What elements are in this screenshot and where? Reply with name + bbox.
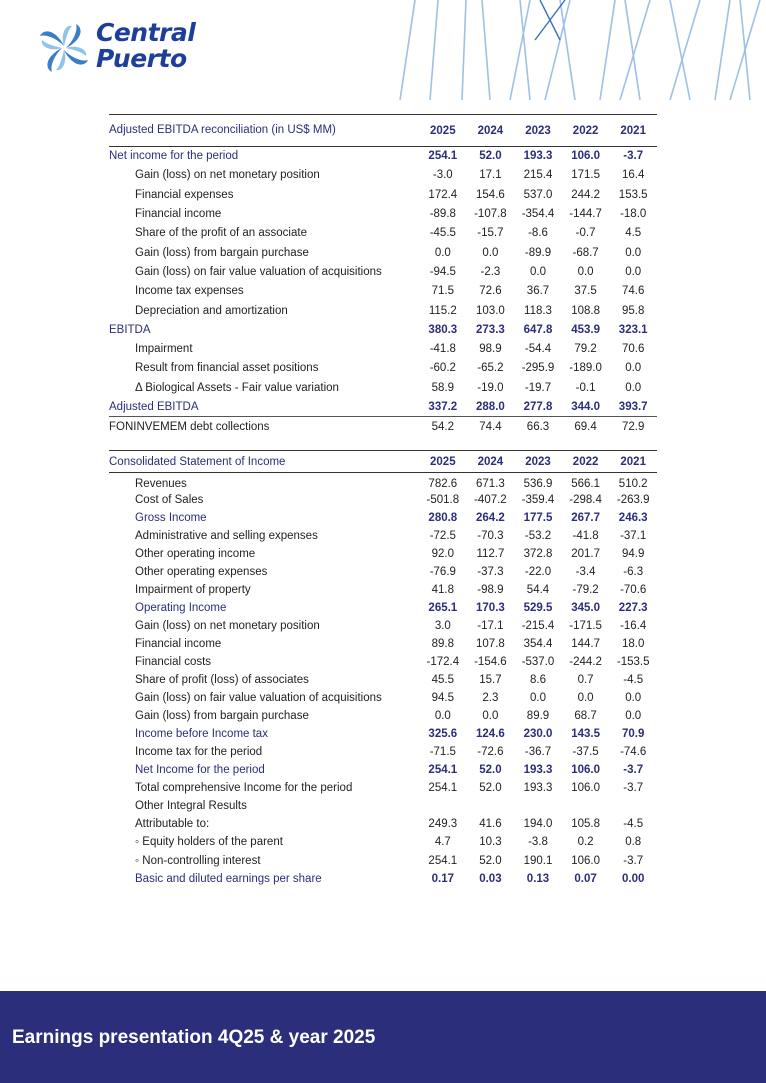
- row-value: 4.7: [434, 836, 451, 849]
- row-value: -4.5: [623, 818, 644, 831]
- row-label: Δ Biological Assets - Fair value variation: [135, 381, 339, 394]
- row-value: 453.9: [571, 323, 600, 336]
- row-value: 106.0: [571, 854, 600, 867]
- row-value: 70.6: [622, 343, 645, 356]
- row-value: 18.0: [622, 637, 645, 650]
- row-value: -41.8: [572, 529, 599, 542]
- row-label: Operating Income: [135, 601, 227, 614]
- row-value: 193.3: [523, 764, 553, 777]
- row-label: EBITDA: [109, 323, 151, 336]
- row-value: 0.13: [526, 872, 550, 885]
- row-value: -8.6: [528, 227, 548, 240]
- row-value: -70.6: [620, 583, 647, 596]
- row-value: [562, 797, 610, 815]
- row-value: -72.6: [477, 746, 504, 759]
- row-value: 143.5: [571, 728, 600, 741]
- row-value: 105.8: [571, 818, 600, 831]
- year-header: 2021: [609, 451, 657, 473]
- row-value: -244.2: [569, 655, 602, 668]
- ebitda-table-title: [109, 115, 419, 147]
- row-value: -354.4: [521, 208, 555, 221]
- row-value: 41.6: [479, 818, 502, 831]
- row-value: 2.3: [482, 692, 499, 705]
- row-value: 288.0: [476, 400, 505, 413]
- table-header-row: [109, 115, 657, 147]
- row-value: 194.0: [523, 818, 553, 831]
- row-label: Gain (loss) on fair value valuation of acquisitions: [135, 265, 382, 278]
- row-value: -501.8: [426, 493, 460, 506]
- row-label: Adjusted EBITDA: [109, 400, 199, 413]
- table-row: [109, 320, 657, 339]
- row-value: -89.8: [429, 208, 456, 221]
- row-label: Net income for the period: [109, 150, 239, 163]
- row-value: 254.1: [428, 854, 458, 867]
- row-value: 193.3: [523, 150, 553, 163]
- table-row: [109, 797, 657, 815]
- row-value: 264.2: [476, 511, 505, 524]
- table-row: [109, 851, 657, 869]
- table-row: [109, 725, 657, 743]
- row-value: -65.2: [477, 362, 504, 375]
- row-label: Financial income: [135, 637, 222, 650]
- row-value: -71.5: [429, 746, 456, 759]
- row-value: 0.0: [530, 692, 546, 705]
- row-label: Gain (loss) on net monetary position: [135, 619, 320, 632]
- table-row: [109, 545, 657, 563]
- row-value: 227.3: [618, 601, 648, 614]
- row-value: 325.6: [428, 728, 458, 741]
- row-value: 345.0: [571, 601, 600, 614]
- row-value: -3.0: [432, 169, 453, 182]
- table-row: [109, 815, 657, 833]
- row-value: 54.4: [526, 583, 550, 596]
- row-value: 273.3: [476, 323, 505, 336]
- row-value: 177.5: [523, 511, 553, 524]
- row-value: -19.0: [477, 381, 504, 394]
- row-value: 3.0: [434, 619, 451, 632]
- row-value: -4.5: [623, 674, 644, 687]
- row-value: 72.6: [479, 285, 502, 298]
- row-value: 0.0: [625, 246, 642, 259]
- row-value: 52.0: [479, 764, 502, 777]
- row-label: Income tax expenses: [135, 285, 244, 298]
- pinwheel-logo-icon: [36, 20, 92, 76]
- row-value: 0.0: [434, 710, 451, 723]
- row-value: -89.9: [524, 246, 552, 259]
- row-value: -3.4: [575, 565, 596, 578]
- row-value: [514, 797, 562, 815]
- row-value: 106.0: [571, 782, 600, 795]
- row-value: 193.3: [523, 782, 553, 795]
- row-label: Total comprehensive Income for the period: [135, 782, 353, 795]
- row-value: 106.0: [571, 764, 600, 777]
- row-value: -94.5: [429, 265, 456, 278]
- row-value: -407.2: [474, 493, 507, 506]
- row-value: 0.0: [625, 710, 642, 723]
- table-row: [109, 378, 657, 397]
- row-label: Financial expenses: [135, 188, 234, 201]
- row-value: 671.3: [476, 477, 505, 490]
- row-label: Gain (loss) on net monetary position: [135, 169, 320, 182]
- row-value: 71.5: [431, 285, 454, 298]
- logo-line-1: Central: [96, 18, 196, 47]
- row-value: 0.0: [434, 246, 451, 259]
- row-value: -263.9: [616, 493, 650, 506]
- row-value: -37.5: [572, 746, 599, 759]
- row-label: Result from financial asset positions: [135, 362, 319, 375]
- row-value: [419, 797, 467, 815]
- table-row: [109, 563, 657, 581]
- row-value: -295.9: [521, 362, 555, 375]
- row-value: 0.03: [479, 872, 502, 885]
- row-value: 215.4: [523, 169, 553, 182]
- row-value: 52.0: [479, 782, 502, 795]
- row-value: -36.7: [524, 746, 552, 759]
- row-value: 380.3: [428, 323, 458, 336]
- row-value: -3.7: [623, 854, 644, 867]
- row-value: 15.7: [479, 674, 502, 687]
- row-value: 0.0: [625, 381, 642, 394]
- row-value: 201.7: [571, 547, 600, 560]
- table-row: [109, 491, 657, 509]
- row-value: 106.0: [571, 150, 600, 163]
- table-row: [109, 243, 657, 262]
- row-label: ◦ Non-controlling interest: [135, 854, 261, 867]
- row-value: 89.8: [431, 637, 454, 650]
- table-row: [109, 262, 657, 281]
- row-value: 89.9: [526, 710, 550, 723]
- row-label: Impairment of property: [135, 583, 251, 596]
- row-value: 52.0: [479, 150, 502, 163]
- row-value: 108.8: [571, 304, 600, 317]
- row-value: 280.8: [428, 511, 458, 524]
- row-value: 267.7: [571, 511, 600, 524]
- row-value: 0.2: [577, 836, 594, 849]
- year-header: 2024: [467, 115, 515, 147]
- row-label: Income tax for the period: [135, 746, 263, 759]
- logo-wordmark: [96, 20, 195, 72]
- row-value: 782.6: [428, 477, 458, 490]
- table-row: [109, 282, 657, 301]
- row-value: -17.1: [477, 619, 504, 632]
- row-value: 337.2: [428, 400, 458, 413]
- row-value: -171.5: [569, 619, 602, 632]
- year-header: 2024: [467, 451, 515, 473]
- row-value: 17.1: [479, 169, 502, 182]
- row-value: 124.6: [476, 728, 505, 741]
- row-label: Other operating income: [135, 547, 256, 560]
- row-value: -16.4: [620, 619, 647, 632]
- row-value: 265.1: [428, 601, 458, 614]
- row-value: 230.0: [523, 728, 553, 741]
- row-value: -60.2: [429, 362, 456, 375]
- row-value: 74.6: [622, 285, 645, 298]
- row-value: 0.0: [482, 710, 499, 723]
- row-value: 0.0: [625, 265, 642, 278]
- table-row: [109, 653, 657, 671]
- table-row: [109, 301, 657, 320]
- row-value: 354.4: [523, 637, 553, 650]
- row-value: 16.4: [622, 169, 645, 182]
- row-value: 112.7: [476, 547, 505, 560]
- row-value: -41.8: [429, 343, 456, 356]
- year-header: 2022: [562, 115, 610, 147]
- table-row: [109, 581, 657, 599]
- table-row: [109, 224, 657, 243]
- row-value: 277.8: [523, 400, 553, 413]
- footer-band: [0, 991, 766, 1083]
- row-value: 254.1: [428, 150, 458, 163]
- row-value: 154.6: [476, 188, 505, 201]
- row-label: Share of profit (loss) of associates: [135, 674, 309, 687]
- row-value: 52.0: [479, 854, 502, 867]
- row-value: -2.3: [480, 265, 501, 278]
- row-value: 4.5: [625, 227, 642, 240]
- row-value: -3.7: [623, 150, 644, 163]
- row-value: 647.8: [523, 323, 553, 336]
- row-value: 103.0: [476, 304, 505, 317]
- row-value: [609, 797, 657, 815]
- row-value: 66.3: [514, 417, 562, 436]
- income-table-title: Consolidated Statement of Income: [109, 451, 419, 473]
- row-value: -45.5: [429, 227, 456, 240]
- row-label: Share of the profit of an associate: [135, 227, 307, 240]
- row-value: -54.4: [524, 343, 552, 356]
- table-row: [109, 527, 657, 545]
- income-statement-table: [109, 450, 657, 888]
- row-value: -107.8: [474, 208, 507, 221]
- row-value: -189.0: [569, 362, 602, 375]
- row-label: Other operating expenses: [135, 565, 268, 578]
- row-label: Net Income for the period: [135, 764, 265, 777]
- row-label: Financial income: [135, 208, 222, 221]
- row-value: 41.8: [431, 583, 454, 596]
- logo-line-2: Puerto: [96, 44, 187, 73]
- row-value: 68.7: [574, 710, 597, 723]
- table-row: [109, 339, 657, 358]
- year-header: 2023: [514, 451, 562, 473]
- row-value: 172.4: [428, 188, 458, 201]
- row-value: -37.1: [620, 529, 647, 542]
- table-row: [109, 707, 657, 725]
- table-row: [109, 743, 657, 761]
- row-value: 10.3: [479, 836, 502, 849]
- row-label: Cost of Sales: [135, 493, 204, 506]
- row-value: 0.0: [530, 265, 546, 278]
- row-value: 153.5: [618, 188, 648, 201]
- company-logo: [36, 18, 206, 78]
- table-row: [109, 689, 657, 707]
- row-value: -72.5: [429, 529, 456, 542]
- row-value: 393.7: [618, 400, 648, 413]
- row-value: 72.9: [609, 417, 657, 436]
- row-value: 249.3: [428, 818, 458, 831]
- table-row: [109, 166, 657, 185]
- row-label: Other Integral Results: [135, 800, 247, 813]
- row-value: -15.7: [477, 227, 504, 240]
- row-value: 510.2: [618, 477, 648, 490]
- row-value: 70.9: [622, 728, 645, 741]
- row-value: -215.4: [521, 619, 555, 632]
- table-row: [109, 147, 657, 166]
- row-value: -18.0: [620, 208, 647, 221]
- row-label: Impairment: [135, 343, 193, 356]
- row-value: -172.4: [426, 655, 460, 668]
- row-value: -76.9: [429, 565, 456, 578]
- table-row: [109, 617, 657, 635]
- row-value: -79.2: [572, 583, 599, 596]
- row-value: -22.0: [524, 565, 552, 578]
- row-value: -154.6: [474, 655, 507, 668]
- row-label: Depreciation and amortization: [135, 304, 288, 317]
- row-value: 74.4: [467, 417, 515, 436]
- row-value: 344.0: [571, 400, 600, 413]
- table-row: [109, 870, 657, 888]
- ebitda-title-text: Adjusted EBITDA reconciliation (in US$ MM): [109, 124, 336, 136]
- row-value: -98.9: [477, 583, 504, 596]
- ebitda-table-body: [109, 147, 657, 436]
- row-value: -359.4: [521, 493, 555, 506]
- row-value: 94.5: [431, 692, 454, 705]
- table-row: [109, 599, 657, 617]
- row-value: 566.1: [571, 477, 600, 490]
- row-value: -19.7: [524, 381, 552, 394]
- row-value: 79.2: [574, 343, 597, 356]
- year-header: 2023: [514, 115, 562, 147]
- row-value: 529.5: [523, 601, 553, 614]
- table-row: [109, 833, 657, 851]
- table-row: [109, 359, 657, 378]
- footer-title: Earnings presentation 4Q25 & year 2025: [12, 1027, 376, 1048]
- row-value: 246.3: [618, 511, 648, 524]
- row-value: 54.2: [419, 417, 467, 436]
- row-value: 118.3: [524, 304, 552, 317]
- row-label: Gain (loss) on fair value valuation of acquisitions: [135, 692, 382, 705]
- row-value: 537.0: [523, 188, 553, 201]
- row-label: Attributable to:: [135, 818, 210, 831]
- table-row: [109, 635, 657, 653]
- row-value: -6.3: [623, 565, 644, 578]
- row-label: Financial costs: [135, 655, 212, 668]
- row-label: Gain (loss) from bargain purchase: [135, 246, 309, 259]
- row-value: 95.8: [622, 304, 645, 317]
- table-row: [109, 779, 657, 797]
- row-value: -70.3: [477, 529, 504, 542]
- row-value: 37.5: [574, 285, 597, 298]
- row-value: -3.7: [623, 782, 644, 795]
- row-label: Income before Income tax: [135, 728, 268, 741]
- row-label: Administrative and selling expenses: [135, 529, 318, 542]
- row-value: 0.0: [577, 265, 594, 278]
- table-row: [109, 185, 657, 204]
- row-label: Gain (loss) from bargain purchase: [135, 710, 309, 723]
- row-value: -537.0: [521, 655, 555, 668]
- row-value: 0.0: [625, 362, 642, 375]
- year-header: 2022: [562, 451, 610, 473]
- row-label: Basic and diluted earnings per share: [135, 872, 322, 885]
- table-row: [109, 417, 657, 436]
- income-table-body: [109, 473, 657, 888]
- row-value: 45.5: [431, 674, 454, 687]
- row-value: 0.7: [577, 674, 594, 687]
- row-value: 0.00: [622, 872, 645, 885]
- row-value: [467, 797, 515, 815]
- row-value: 36.7: [526, 285, 550, 298]
- row-value: 94.9: [622, 547, 645, 560]
- row-value: -37.3: [477, 565, 504, 578]
- year-header: 2025: [419, 451, 467, 473]
- row-value: 190.1: [523, 854, 553, 867]
- row-value: -3.7: [623, 764, 644, 777]
- row-value: 92.0: [431, 547, 454, 560]
- year-header: 2025: [419, 115, 467, 147]
- row-value: 0.07: [574, 872, 597, 885]
- row-value: -144.7: [569, 208, 602, 221]
- table-row: [109, 473, 657, 491]
- row-value: -74.6: [620, 746, 647, 759]
- row-value: -0.7: [575, 227, 596, 240]
- row-label: Revenues: [135, 477, 187, 490]
- row-value: 244.2: [571, 188, 600, 201]
- row-value: -0.1: [575, 381, 596, 394]
- row-value: -153.5: [616, 655, 650, 668]
- row-value: 323.1: [618, 323, 648, 336]
- row-value: -298.4: [569, 493, 602, 506]
- table-header-row: [109, 451, 657, 473]
- row-value: 58.9: [431, 381, 454, 394]
- year-header: 2021: [609, 115, 657, 147]
- row-label: ◦ Equity holders of the parent: [135, 836, 283, 849]
- row-value: 69.4: [562, 417, 610, 436]
- row-value: 170.3: [476, 601, 505, 614]
- row-label: FONINVEMEM debt collections: [109, 417, 419, 436]
- row-value: 254.1: [428, 782, 458, 795]
- row-value: 0.0: [625, 692, 642, 705]
- row-value: 0.0: [577, 692, 594, 705]
- row-value: 98.9: [479, 343, 502, 356]
- row-value: 115.2: [428, 304, 457, 317]
- decorative-lines: [370, 0, 766, 100]
- row-value: 8.6: [530, 674, 546, 687]
- row-value: 0.17: [431, 872, 454, 885]
- row-value: -68.7: [572, 246, 599, 259]
- row-value: 536.9: [523, 477, 553, 490]
- table-row: [109, 204, 657, 223]
- row-value: 372.8: [523, 547, 553, 560]
- row-value: 0.0: [482, 246, 499, 259]
- row-value: 0.8: [625, 836, 642, 849]
- table-row: [109, 671, 657, 689]
- table-row: [109, 397, 657, 416]
- ebitda-reconciliation-table: [109, 114, 657, 436]
- row-value: 107.8: [476, 637, 505, 650]
- row-value: -53.2: [524, 529, 552, 542]
- row-value: 171.5: [571, 169, 600, 182]
- table-row: [109, 761, 657, 779]
- row-value: -3.8: [528, 836, 548, 849]
- row-label: Gross Income: [135, 511, 207, 524]
- table-row: [109, 509, 657, 527]
- row-value: 254.1: [428, 764, 458, 777]
- row-value: 144.7: [571, 637, 600, 650]
